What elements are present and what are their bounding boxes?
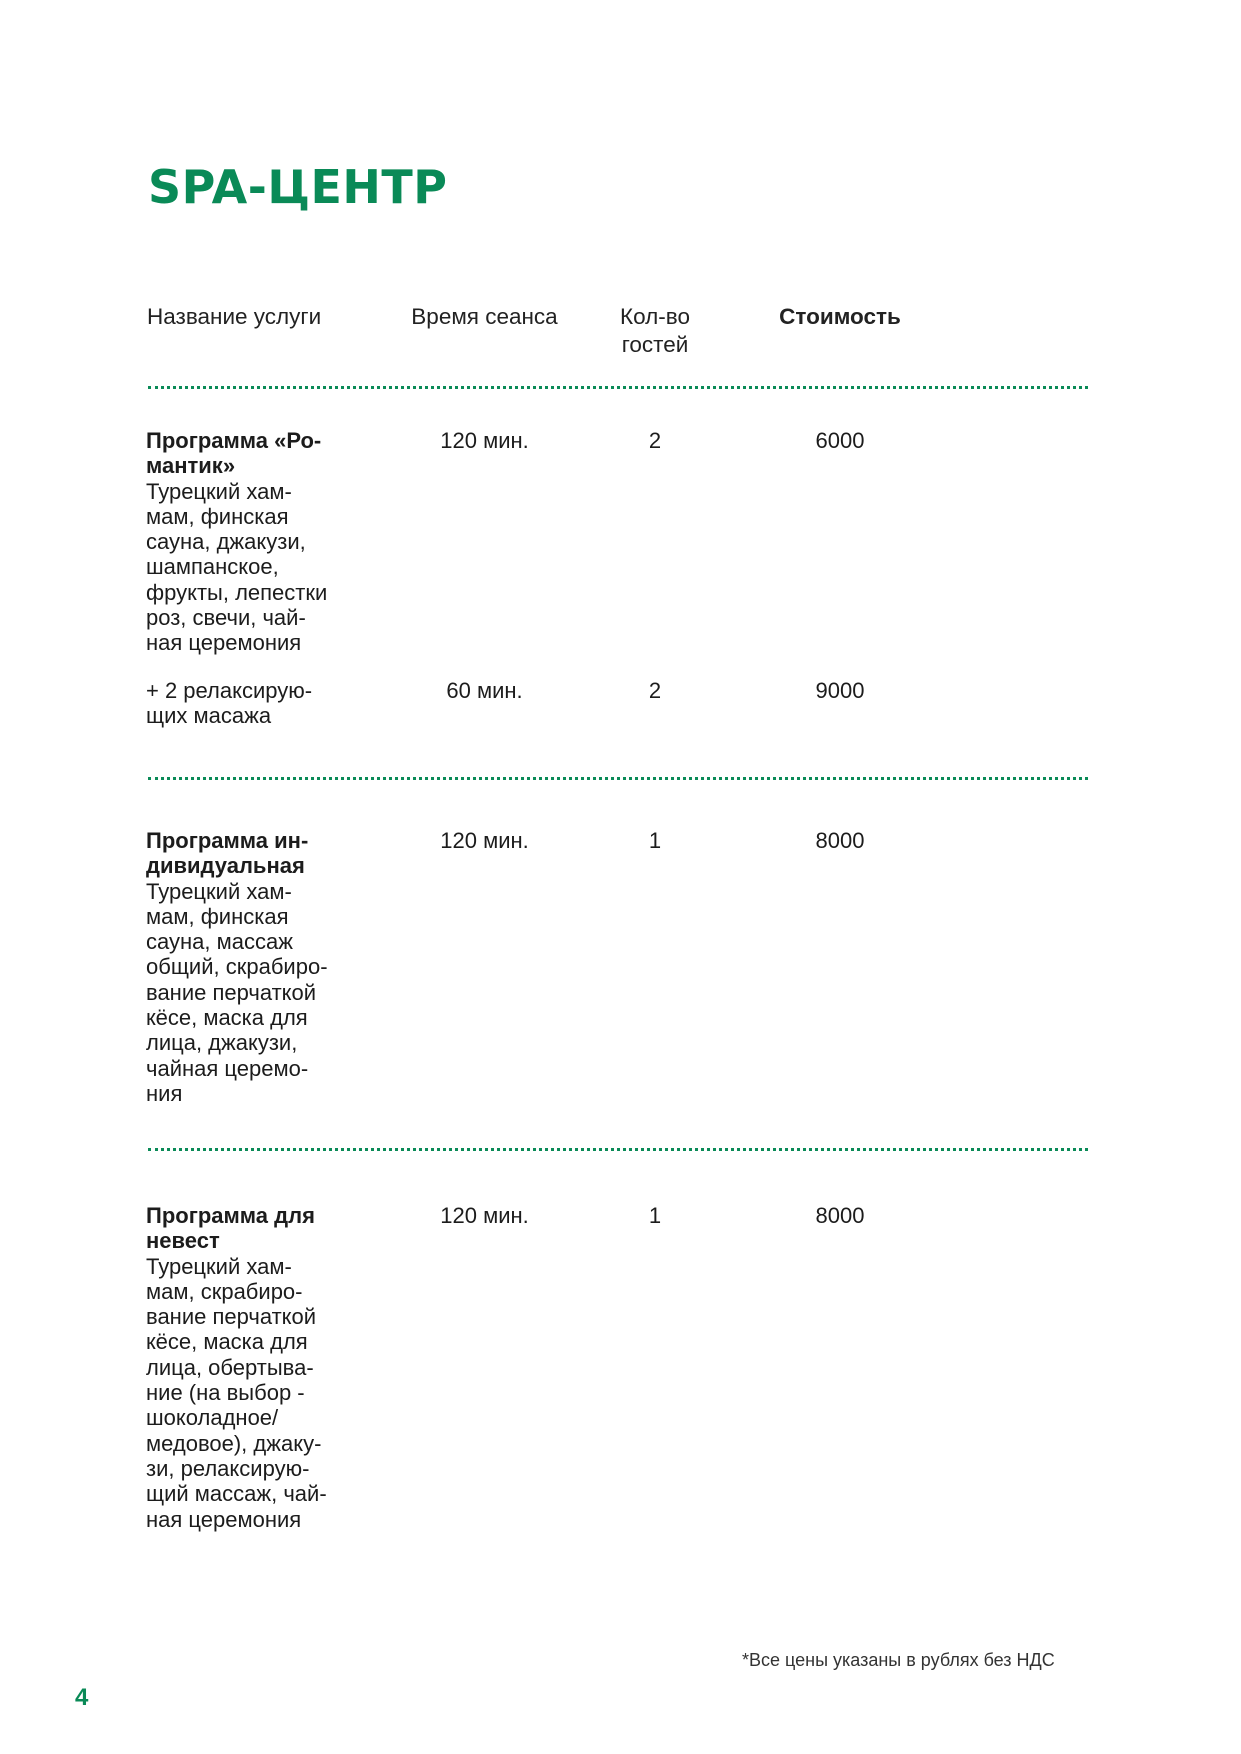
- service-title-line: дивидуальная: [146, 853, 305, 879]
- service-desc-line: зи, релаксирую-: [146, 1455, 310, 1481]
- service-desc-line: чайная церемо-: [146, 1055, 309, 1081]
- service-desc-line: ная церемония: [146, 630, 302, 656]
- price: 9000: [815, 678, 865, 703]
- session-time: 120 мин.: [440, 1203, 529, 1228]
- service-desc-line: щих масажа: [146, 703, 272, 729]
- service-desc-line: мам, финская: [146, 503, 289, 529]
- service-desc-line: + 2 релаксирую-: [146, 678, 313, 703]
- service-name-brides: [146, 1203, 376, 1532]
- service-desc-line: медовое), джаку-: [146, 1430, 322, 1456]
- page-title: SPA-ЦЕНТР: [148, 160, 448, 214]
- service-desc-line: ния: [146, 1080, 183, 1106]
- divider: [148, 386, 1088, 389]
- session-time: 60 мин.: [446, 678, 523, 703]
- service-desc-line: шоколадное/: [146, 1405, 279, 1431]
- service-desc-line: мам, скрабиро-: [146, 1278, 303, 1304]
- service-desc-line: мам, финская: [146, 903, 289, 929]
- service-name-individual: [146, 828, 376, 1106]
- service-desc-line: роз, свечи, чай-: [146, 605, 306, 631]
- service-desc-line: сауна, массаж: [146, 929, 293, 955]
- service-name-addon-massage: [146, 678, 376, 729]
- service-desc-line: лица, обертыва-: [146, 1354, 314, 1380]
- service-desc-line: Турецкий хам-: [146, 1253, 292, 1279]
- service-title-line: Программа для: [146, 1203, 315, 1228]
- service-desc-line: ние (на выбор -: [146, 1380, 305, 1406]
- service-name-romantic: [146, 428, 376, 656]
- header-guests-line2: гостей: [621, 332, 689, 357]
- service-desc-line: сауна, джакузи,: [146, 529, 306, 555]
- service-desc-line: Турецкий хам-: [146, 478, 292, 504]
- price: 8000: [815, 828, 865, 853]
- header-guests-line1: Кол-во: [620, 304, 690, 329]
- service-desc-line: щий массаж, чай-: [146, 1481, 327, 1507]
- service-title-line: мантик»: [146, 453, 236, 479]
- guest-count: 1: [648, 1203, 662, 1228]
- service-title-line: Программа ин-: [146, 828, 309, 853]
- service-desc-line: фрукты, лепестки: [146, 579, 328, 605]
- header-session-time: Время сеанса: [411, 304, 558, 329]
- divider: [148, 777, 1088, 780]
- service-title-line: Программа «Ро-: [146, 428, 322, 453]
- service-desc-line: общий, скрабиро-: [146, 954, 328, 980]
- guest-count: 2: [648, 428, 662, 453]
- session-time: 120 мин.: [440, 428, 529, 453]
- service-desc-line: Турецкий хам-: [146, 878, 292, 904]
- divider: [148, 1148, 1088, 1151]
- header-guests: [580, 303, 730, 359]
- price-footnote: *Все цены указаны в рублях без НДС: [742, 1650, 1055, 1670]
- guest-count: 2: [648, 678, 662, 703]
- page-number: 4: [75, 1684, 89, 1711]
- header-service-name: Название услуги: [147, 304, 322, 329]
- guest-count: 1: [648, 828, 662, 853]
- service-title-line: невест: [146, 1228, 220, 1254]
- price: 8000: [815, 1203, 865, 1228]
- service-desc-line: кёсе, маска для: [146, 1005, 308, 1031]
- service-desc-line: кёсе, маска для: [146, 1329, 308, 1355]
- service-desc-line: ная церемония: [146, 1506, 302, 1532]
- session-time: 120 мин.: [440, 828, 529, 853]
- header-price: Стоимость: [779, 304, 901, 329]
- price: 6000: [815, 428, 865, 453]
- service-desc-line: шампанское,: [146, 554, 279, 580]
- service-desc-line: вание перчаткой: [146, 1304, 317, 1330]
- service-desc-line: вание перчаткой: [146, 979, 317, 1005]
- service-desc-line: лица, джакузи,: [146, 1030, 298, 1056]
